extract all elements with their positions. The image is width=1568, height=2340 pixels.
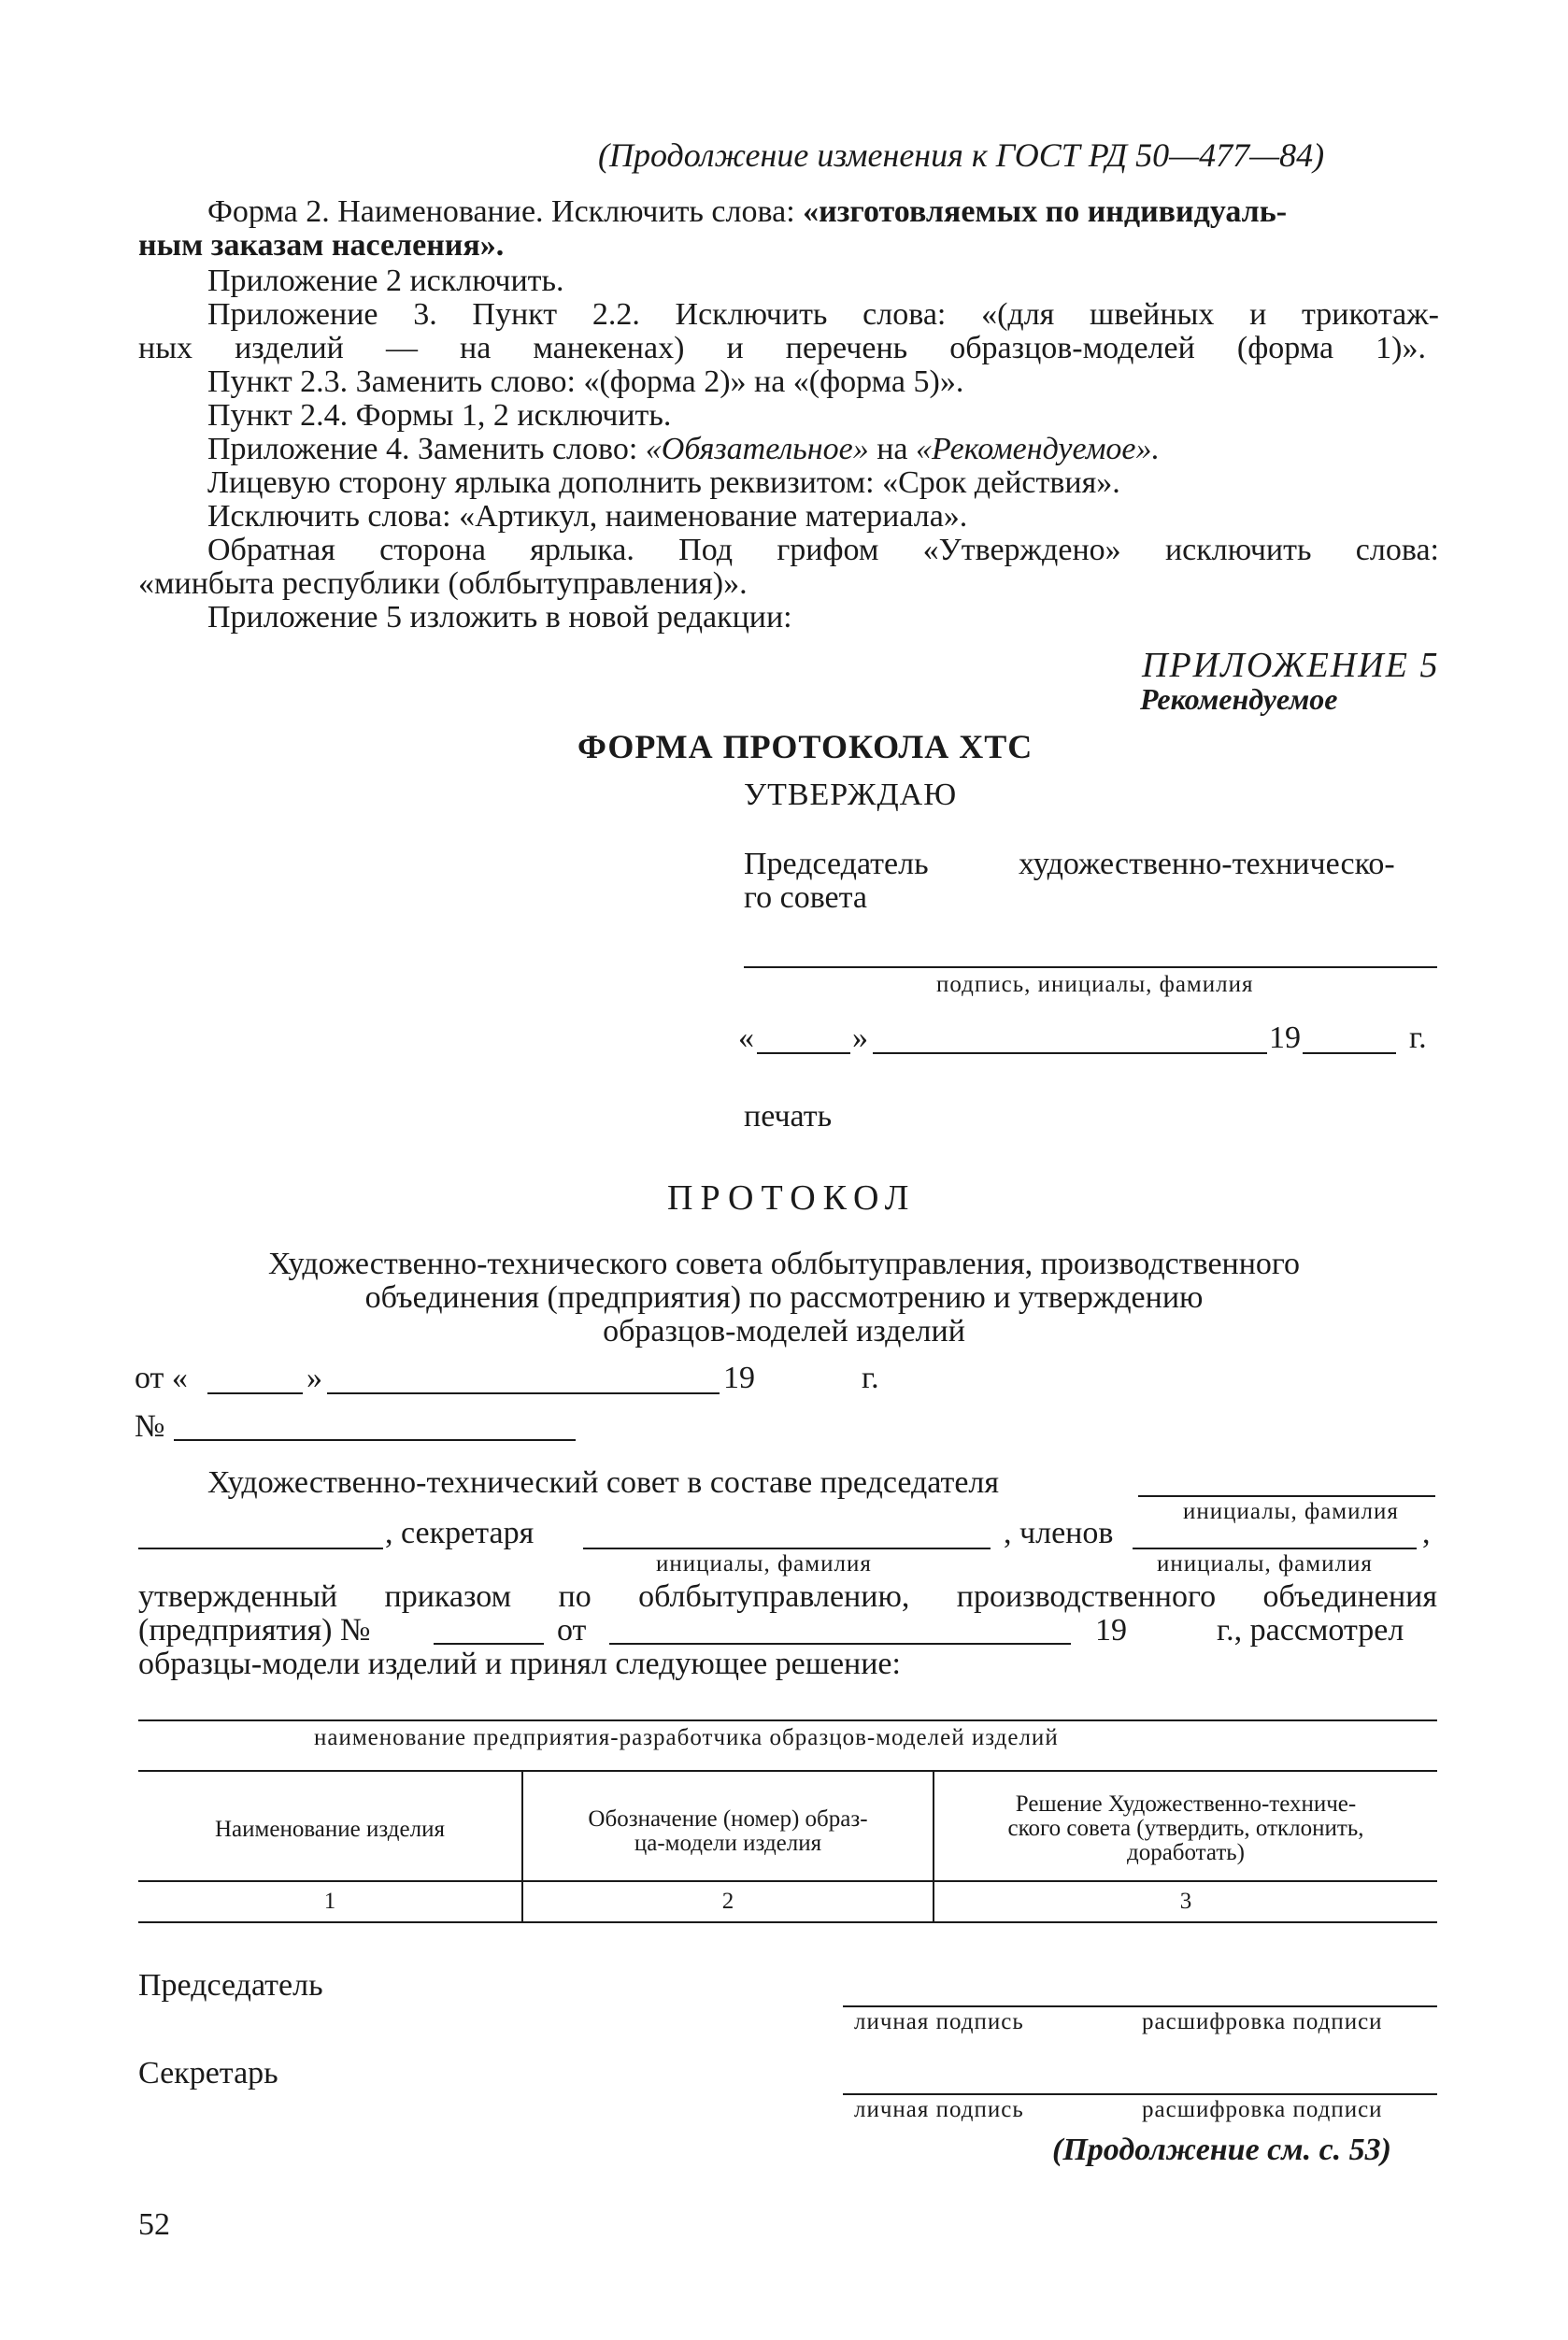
form-sign-caption: подпись, инициалы, фамилия (936, 972, 1254, 997)
approved-line2-end: г., рассмотрел (1217, 1613, 1404, 1648)
approved-date-line (609, 1643, 1071, 1645)
change-forma2-line1 (207, 194, 1287, 229)
form-date-close: » (852, 1020, 868, 1055)
form-date-month-line (873, 1052, 1267, 1054)
table-header-model-line2: ца-модели изделия (634, 1831, 822, 1856)
protocol-from-close: » (306, 1361, 322, 1395)
table-header-decision (934, 1792, 1437, 1865)
table-number-col3: 3 (1179, 1889, 1192, 1914)
change-pril2: Приложение 2 исключить. (207, 264, 564, 298)
form-chair-label: Председатель (744, 847, 929, 881)
council-chair-line (1138, 1495, 1435, 1497)
change-pril4 (207, 432, 1160, 466)
protocol-desc-line3: образцов-моделей изделий (603, 1314, 965, 1348)
protocol-year-suffix: г. (862, 1361, 879, 1395)
protocol-desc-line1: Художественно-технического совета облбытуправления, производственного (267, 1247, 1301, 1281)
table-header-decision-line3: доработать) (1126, 1840, 1246, 1865)
council-chair-caption: инициалы, фамилия (1183, 1499, 1399, 1524)
change-pril4-old: «Обязательное» (645, 432, 869, 466)
approved-line2-a: (предприятия) № (138, 1613, 371, 1648)
enterprise-caption: наименование предприятия-разработчика образцов-моделей изделий (314, 1725, 1059, 1750)
protocol-number: № (135, 1409, 165, 1444)
form-signature-line (744, 966, 1437, 968)
form-year-line (1303, 1052, 1396, 1054)
protocol-from-day-line (207, 1392, 303, 1394)
table-bottom-border (138, 1921, 1437, 1923)
protocol-desc-line2: объединения (предприятия) по рассмотрению и утверждению (364, 1280, 1204, 1315)
table-header-decision-line2: ского совета (утвердить, отклонить, (1007, 1816, 1364, 1841)
council-composition: Художественно-технический совет в составе председателя (207, 1465, 1000, 1500)
approved-line2-from: от (557, 1613, 587, 1648)
approved-number-line (434, 1643, 544, 1645)
change-pril4-new: «Рекомендуемое». (916, 432, 1161, 466)
protocol-year: 19 (723, 1361, 755, 1395)
change-label-front: Лицевую сторону ярлыка дополнить реквизитом: «Срок действия». (207, 465, 1120, 500)
change-pril4-text: Приложение 4. Заменить слово: (207, 432, 646, 466)
form-chair-line2: го совета (744, 880, 867, 915)
table-number-col1: 1 (323, 1889, 336, 1914)
form-approve: УТВЕРЖДАЮ (744, 778, 958, 812)
sign-secretary-personal: личная подпись (854, 2097, 1024, 2122)
council-members-caption: инициалы, фамилия (1157, 1551, 1373, 1577)
sign-chairman-decoding: расшифровка подписи (1142, 2009, 1383, 2034)
form-seal: печать (744, 1099, 833, 1134)
protocol-number-line (174, 1439, 576, 1441)
approved-line3: образцы-модели изделий и принял следующее решение: (138, 1647, 901, 1681)
form-date-day-line (757, 1052, 850, 1054)
form-title: ФОРМА ПРОТОКОЛА ХТС (577, 728, 1033, 765)
approved-line1: утвержденный приказом по облбытуправлению, производственного объединения (138, 1579, 1437, 1614)
header-continuation: (Продолжение изменения к ГОСТ РД 50—477—84) (598, 136, 1325, 174)
council-comma: , (1422, 1516, 1431, 1550)
change-p24: Пункт 2.4. Формы 1, 2 исключить. (207, 398, 672, 433)
appendix-title: ПРИЛОЖЕНИЕ 5 (1142, 646, 1440, 685)
council-members: , членов (1004, 1516, 1114, 1550)
council-chair-line2 (138, 1548, 383, 1549)
sign-chairman-line (843, 2005, 1437, 2007)
enterprise-line (138, 1719, 1437, 1721)
change-pril3-line2: ных изделий — на манекенах) и перечень образцов-моделей (форма 1)». (138, 331, 1426, 365)
table-header-divider (138, 1880, 1437, 1882)
council-members-line (1133, 1548, 1417, 1549)
page-number: 52 (138, 2207, 170, 2242)
form-year: 19 (1269, 1020, 1301, 1055)
protocol-title: ПРОТОКОЛ (667, 1178, 917, 1218)
footer-continuation: (Продолжение см. с. 53) (1052, 2133, 1391, 2167)
change-back-line2: «минбыта республики (облбытуправления)». (138, 566, 748, 601)
table-top-border (138, 1770, 1437, 1772)
sign-secretary-decoding: расшифровка подписи (1142, 2097, 1383, 2122)
change-back-line1: Обратная сторона ярлыка. Под грифом «Утверждено» исключить слова: (207, 533, 1439, 567)
change-pril4-on: на (868, 432, 917, 466)
change-p23: Пункт 2.3. Заменить слово: «(форма 2)» на «(форма 5)». (207, 364, 964, 399)
council-secretary-line (583, 1548, 991, 1549)
table-header-decision-line1: Решение Художественно-техниче- (1015, 1791, 1357, 1817)
council-secretary: , секретаря (385, 1516, 535, 1550)
sign-secretary-line (843, 2093, 1437, 2095)
change-exclude-words: Исключить слова: «Артикул, наименование материала». (207, 499, 968, 534)
table-number-col2: 2 (721, 1889, 734, 1914)
approved-line2-year: 19 (1095, 1613, 1127, 1648)
appendix-subtitle: Рекомендуемое (1140, 682, 1338, 716)
table-header-model-line1: Обозначение (номер) образ- (588, 1806, 868, 1832)
council-secretary-caption: инициалы, фамилия (656, 1551, 872, 1577)
sign-chairman: Председатель (138, 1968, 323, 2003)
change-pril5: Приложение 5 изложить в новой редакции: (207, 600, 792, 635)
change-forma2-bold: «изготовляемых по индивидуаль- (803, 194, 1288, 229)
change-pril3-line1: Приложение 3. Пункт 2.2. Исключить слова: «(для швейных и трикотаж- (207, 297, 1439, 332)
form-chair-line1 (744, 847, 929, 881)
change-forma2-text: Форма 2. Наименование. Исключить слова: (207, 194, 804, 229)
sign-chairman-personal: личная подпись (854, 2009, 1024, 2034)
table-header-item-name: Наименование изделия (215, 1817, 445, 1842)
protocol-from: от « (135, 1361, 188, 1395)
form-date-open: « (738, 1020, 754, 1055)
protocol-from-month-line (327, 1392, 720, 1394)
form-chair-council: художественно-техническо- (1019, 847, 1395, 881)
change-forma2-line2: ным заказам населения». (138, 228, 505, 263)
table-header-model-number (523, 1807, 933, 1856)
form-year-suffix: г. (1409, 1020, 1427, 1055)
sign-secretary: Секретарь (138, 2056, 278, 2090)
